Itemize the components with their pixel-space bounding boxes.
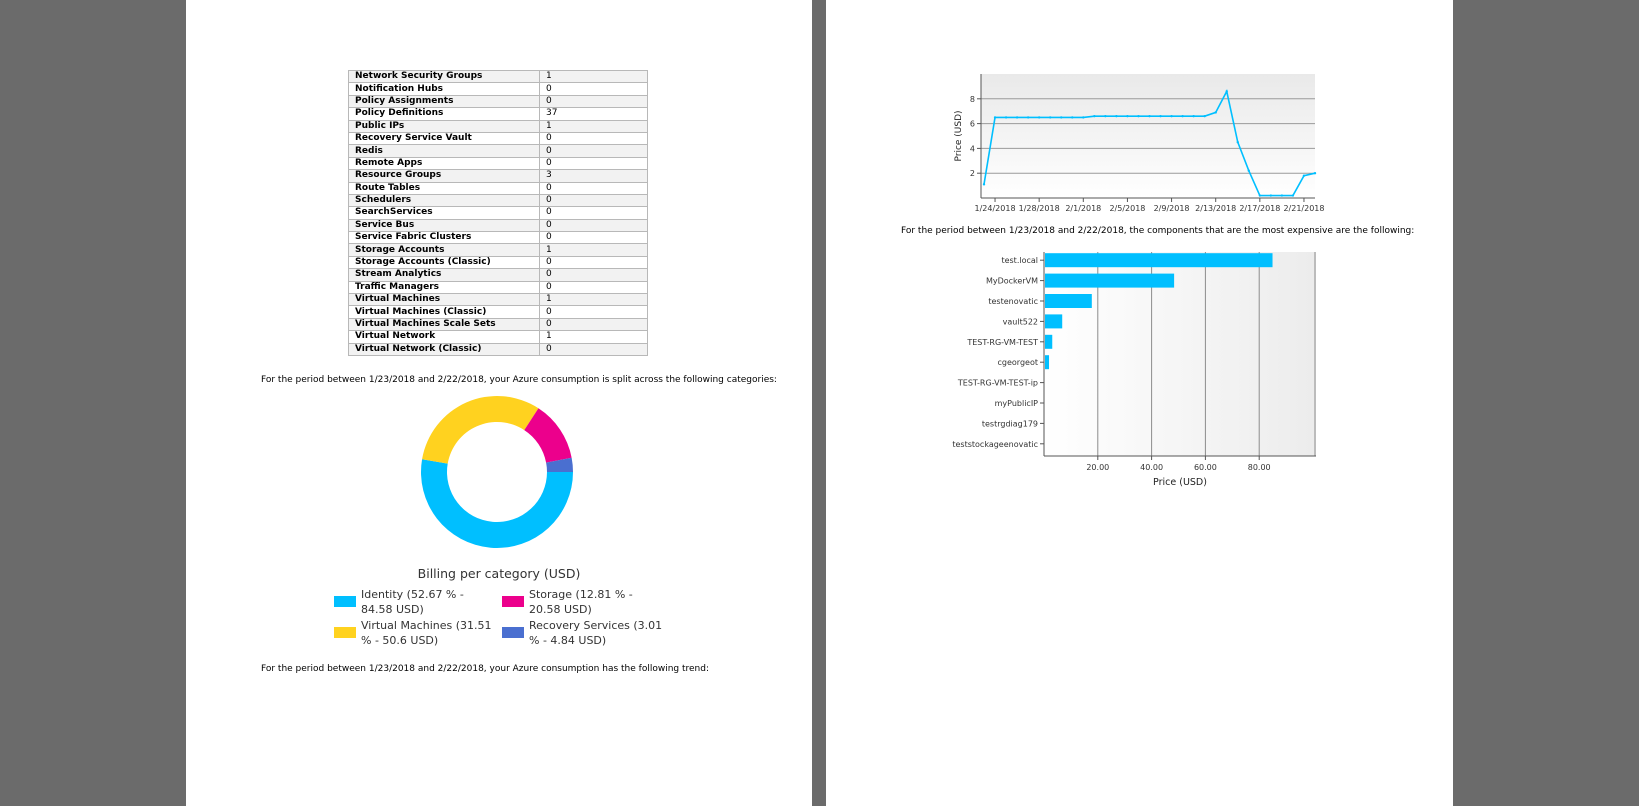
resource-name: Service Fabric Clusters <box>349 232 540 244</box>
table-row <box>349 108 648 120</box>
table-row <box>349 331 648 343</box>
trend-y-axis-label: Price (USD) <box>954 110 964 162</box>
trend-data-point <box>1281 194 1283 196</box>
trend-data-point <box>1159 115 1161 117</box>
resource-name: Policy Definitions <box>349 108 540 120</box>
resource-count: 0 <box>540 207 648 219</box>
trend-data-point <box>1115 115 1117 117</box>
resource-name: Recovery Service Vault <box>349 132 540 144</box>
legend-swatch-recovery-services <box>502 627 524 638</box>
table-row <box>349 343 648 355</box>
trend-data-point <box>1049 116 1051 118</box>
trend-data-point <box>1259 194 1261 196</box>
resource-count: 0 <box>540 95 648 107</box>
bar-category-label: myPublicIP <box>994 399 1038 408</box>
table-row <box>349 120 648 132</box>
bar-category-label: TEST-RG-VM-TEST-ip <box>957 378 1038 388</box>
trend-data-point <box>1237 141 1239 143</box>
bar-x-tick-label: 20.00 <box>1086 463 1110 472</box>
trend-data-point <box>1137 115 1139 117</box>
resource-name: Virtual Machines Scale Sets <box>349 318 540 330</box>
resource-count: 0 <box>540 132 648 144</box>
cost-bar <box>1045 294 1092 308</box>
resource-name: Remote Apps <box>349 157 540 169</box>
cost-bar <box>1045 253 1273 267</box>
expensive-components-intro: For the period between 1/23/2018 and 2/22/2018, the components that are the most expensive are the following: <box>901 226 1415 236</box>
resource-count: 0 <box>540 219 648 231</box>
table-row <box>349 294 648 306</box>
resource-count: 0 <box>540 269 648 281</box>
resource-name: Virtual Machines <box>349 294 540 306</box>
resource-count: 0 <box>540 182 648 194</box>
resource-name: Virtual Machines (Classic) <box>349 306 540 318</box>
trend-y-tick-label: 8 <box>969 94 975 104</box>
trend-data-point <box>1248 170 1250 172</box>
table-row <box>349 244 648 256</box>
resource-name: SearchServices <box>349 207 540 219</box>
resource-count: 37 <box>540 108 648 120</box>
trend-x-tick-label: 2/1/2018 <box>1065 204 1102 213</box>
trend-data-point <box>1303 174 1305 176</box>
trend-data-point <box>1071 116 1073 118</box>
resource-name: Storage Accounts <box>349 244 540 256</box>
donut-slice-virtual-machines <box>422 396 538 464</box>
donut-chart-title: Billing per category (USD) <box>417 566 581 581</box>
trend-data-point <box>1016 116 1018 118</box>
trend-x-tick-label: 2/21/2018 <box>1283 204 1325 213</box>
bar-category-label: MyDockerVM <box>985 276 1038 286</box>
resource-count: 0 <box>540 83 648 95</box>
bar-category-label: testrgdiag179 <box>981 419 1038 429</box>
trend-data-point <box>1148 115 1150 117</box>
trend-data-point <box>1215 111 1217 113</box>
trend-data-point <box>1104 115 1106 117</box>
resource-count: 0 <box>540 157 648 169</box>
resource-count: 0 <box>540 318 648 330</box>
trend-data-point <box>1292 194 1294 196</box>
trend-data-point <box>1181 115 1183 117</box>
bar-category-label: teststockageenovatic <box>952 439 1038 449</box>
resource-count: 0 <box>540 306 648 318</box>
trend-y-tick-label: 4 <box>969 144 975 154</box>
resource-count: 0 <box>540 343 648 355</box>
consumption-trend-chart <box>936 62 1325 222</box>
trend-data-point <box>1126 115 1128 117</box>
trend-data-point <box>1314 172 1316 174</box>
trend-x-tick-label: 1/28/2018 <box>1018 204 1060 213</box>
resource-count: 0 <box>540 232 648 244</box>
category-split-intro: For the period between 1/23/2018 and 2/22/2018, your Azure consumption is split across the following categories: <box>261 375 777 385</box>
resource-name: Network Security Groups <box>349 71 540 83</box>
bar-x-tick-label: 60.00 <box>1193 463 1217 472</box>
legend-swatch-identity <box>334 596 356 607</box>
trend-data-point <box>1203 115 1205 117</box>
trend-data-point <box>1082 116 1084 118</box>
trend-plot-area <box>981 74 1315 198</box>
legend-label-identity: Identity (52.67 % - 84.58 USD) <box>361 588 464 616</box>
donut-slice-identity <box>421 459 573 548</box>
table-row <box>349 83 648 95</box>
resource-name: Schedulers <box>349 194 540 206</box>
trend-data-point <box>994 116 996 118</box>
trend-data-point <box>1170 115 1172 117</box>
table-row <box>349 157 648 169</box>
trend-intro: For the period between 1/23/2018 and 2/22/2018, your Azure consumption has the following trend: <box>261 664 709 674</box>
resource-name: Virtual Network <box>349 331 540 343</box>
table-row <box>349 71 648 83</box>
table-row <box>349 145 648 157</box>
trend-data-point <box>1060 116 1062 118</box>
table-row <box>349 318 648 330</box>
table-row <box>349 269 648 281</box>
resource-count: 1 <box>540 294 648 306</box>
resource-count: 3 <box>540 170 648 182</box>
bar-category-label: TEST-RG-VM-TEST <box>967 337 1038 347</box>
bar-x-tick-label: 40.00 <box>1140 463 1164 472</box>
legend-label-virtual-machines: Virtual Machines (31.51 % - 50.6 USD) <box>361 619 492 647</box>
report-page-left <box>186 0 812 806</box>
cost-bar <box>1045 274 1174 288</box>
billing-donut-chart <box>421 396 573 548</box>
trend-data-point <box>1093 115 1095 117</box>
resource-name: Stream Analytics <box>349 269 540 281</box>
resource-name: Traffic Managers <box>349 281 540 293</box>
trend-data-point <box>1027 116 1029 118</box>
report-page-right <box>826 0 1453 806</box>
trend-y-tick-label: 6 <box>969 119 975 129</box>
expensive-components-chart <box>936 246 1316 486</box>
trend-x-tick-label: 2/13/2018 <box>1195 204 1237 213</box>
resource-count-table <box>348 70 648 356</box>
trend-data-point <box>1005 116 1007 118</box>
resource-name: Resource Groups <box>349 170 540 182</box>
table-row <box>349 194 648 206</box>
resource-name: Notification Hubs <box>349 83 540 95</box>
trend-x-tick-label: 2/17/2018 <box>1239 204 1281 213</box>
resource-count: 0 <box>540 281 648 293</box>
resource-count: 1 <box>540 120 648 132</box>
bar-category-label: vault522 <box>1002 317 1038 327</box>
resource-name: Public IPs <box>349 120 540 132</box>
cost-bar <box>1045 355 1049 369</box>
resource-count: 1 <box>540 331 648 343</box>
cost-bar <box>1045 314 1062 328</box>
table-row <box>349 232 648 244</box>
bar-x-axis-label: Price (USD) <box>1153 477 1207 488</box>
bar-category-label: testenovatic <box>988 297 1038 306</box>
table-row <box>349 182 648 194</box>
table-row <box>349 95 648 107</box>
trend-data-point <box>1226 90 1228 92</box>
legend-swatch-virtual-machines <box>334 627 356 638</box>
resource-name: Redis <box>349 145 540 157</box>
resource-name: Route Tables <box>349 182 540 194</box>
trend-data-point <box>1270 194 1272 196</box>
trend-data-point <box>983 183 985 185</box>
table-row <box>349 306 648 318</box>
legend-label-recovery-services: Recovery Services (3.01 % - 4.84 USD) <box>529 619 663 647</box>
resource-count: 0 <box>540 194 648 206</box>
resource-count: 1 <box>540 244 648 256</box>
resource-name: Virtual Network (Classic) <box>349 343 540 355</box>
trend-data-point <box>1192 115 1194 117</box>
trend-x-tick-label: 2/9/2018 <box>1153 204 1190 213</box>
trend-y-tick-label: 2 <box>969 169 975 179</box>
bar-category-label: test.local <box>1001 256 1038 266</box>
bar-category-label: cgeorgeot <box>997 358 1038 368</box>
table-row <box>349 207 648 219</box>
legend-swatch-storage <box>502 596 524 607</box>
cost-bar <box>1045 335 1052 349</box>
resource-count: 0 <box>540 145 648 157</box>
legend-label-storage: Storage (12.81 % - 20.58 USD) <box>529 588 633 616</box>
resource-name: Policy Assignments <box>349 95 540 107</box>
trend-x-tick-label: 1/24/2018 <box>974 204 1016 213</box>
bar-x-tick-label: 80.00 <box>1247 463 1271 472</box>
trend-x-tick-label: 2/5/2018 <box>1109 204 1146 213</box>
table-row <box>349 256 648 268</box>
table-row <box>349 170 648 182</box>
table-row <box>349 219 648 231</box>
trend-data-point <box>1038 116 1040 118</box>
resource-name: Storage Accounts (Classic) <box>349 256 540 268</box>
resource-count: 1 <box>540 71 648 83</box>
resource-count: 0 <box>540 256 648 268</box>
table-row <box>349 281 648 293</box>
resource-name: Service Bus <box>349 219 540 231</box>
table-row <box>349 132 648 144</box>
